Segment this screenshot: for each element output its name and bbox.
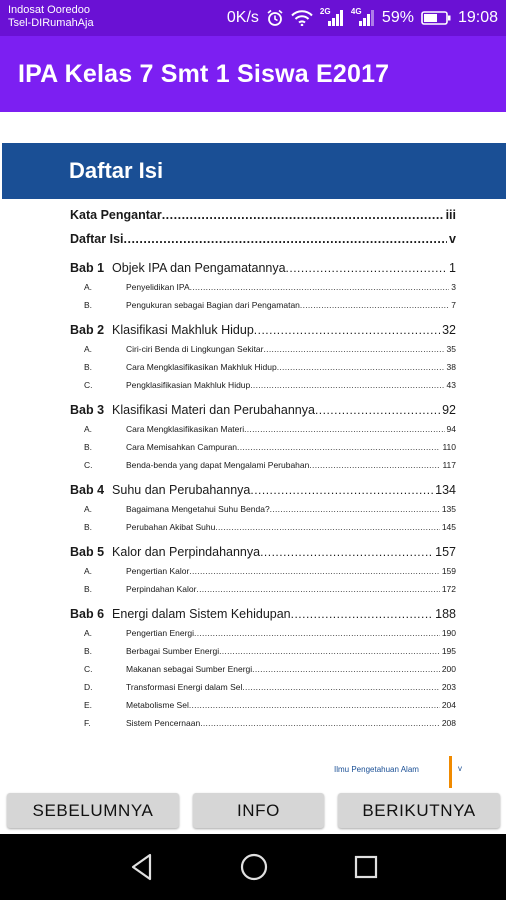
leader-dots [315, 403, 440, 417]
section-letter: B. [84, 442, 93, 452]
chapter-title: Klasifikasi Materi dan Perubahannya [112, 403, 315, 417]
leader-dots [254, 323, 440, 337]
chapter-page: 32 [442, 323, 456, 337]
section-title: Benda-benda yang dapat Mengalami Perubahan [126, 460, 310, 470]
section-title: Cara Mengklasifikasikan Makhluk Hidup [126, 362, 277, 372]
section-page: 145 [441, 522, 456, 532]
toc-chapter-row [70, 545, 456, 566]
section-page: 43 [446, 380, 456, 390]
leader-dots [264, 344, 445, 354]
chapter-page: 134 [435, 483, 456, 497]
chapter-number: Bab 5 [70, 545, 105, 559]
section-page: 159 [441, 566, 456, 576]
section-letter: B. [84, 300, 93, 310]
section-title: Pengklasifikasian Makhluk Hidup [126, 380, 251, 390]
leader-dots [200, 718, 440, 728]
chapter-page: 157 [435, 545, 456, 559]
chapter-title: Objek IPA dan Pengamatannya [112, 261, 286, 275]
leader-dots [250, 380, 444, 390]
app-bar [0, 36, 506, 112]
leader-dots [309, 460, 440, 470]
toc-heading: Daftar Isi [69, 158, 164, 183]
clock: 19:08 [457, 9, 498, 26]
net-speed: 0K/s [226, 9, 259, 26]
section-page: 94 [446, 424, 456, 434]
chapter-number: Bab 6 [70, 607, 105, 621]
carrier-line-2: Tsel-DIRumahAja [8, 17, 94, 29]
toc-chapter-row [70, 483, 456, 504]
chapter-title: Klasifikasi Makhluk Hidup [112, 323, 254, 337]
toc-section-row [70, 566, 456, 584]
toc-section-row [70, 646, 456, 664]
page-footer-number: v [458, 764, 462, 773]
section-title: Makanan sebagai Sumber Energi [126, 664, 253, 674]
section-title: Bagaimana Mengetahui Suhu Benda? [126, 504, 270, 514]
section-page: 204 [441, 700, 456, 710]
section-title: Perpindahan Kalor [126, 584, 197, 594]
previous-button[interactable]: SEBELUMNYA [7, 793, 179, 828]
section-title: Ciri-ciri Benda di Lingkungan Sekitar [126, 344, 264, 354]
leader-dots [162, 208, 444, 222]
leader-dots [277, 362, 445, 372]
section-page: 195 [441, 646, 456, 656]
signal-icon-2 [351, 9, 375, 27]
section-letter: D. [84, 682, 93, 692]
leader-dots [244, 424, 444, 434]
section-letter: C. [84, 664, 93, 674]
section-title: Metabolisme Sel [126, 700, 189, 710]
section-title: Cara Memisahkan Campuran [126, 442, 238, 452]
toc-list [70, 208, 456, 736]
section-letter: B. [84, 522, 93, 532]
section-letter: A. [84, 566, 93, 576]
section-page: 190 [441, 628, 456, 638]
toc-section-row [70, 504, 456, 522]
toc-section-row [70, 522, 456, 540]
leader-dots [286, 261, 448, 275]
chapter-number: Bab 3 [70, 403, 105, 417]
toc-section-row [70, 718, 456, 736]
toc-section-row [70, 628, 456, 646]
leader-dots [270, 504, 440, 514]
toc-front-page: iii [445, 208, 456, 222]
book-page[interactable] [0, 112, 506, 790]
toc-section-row [70, 362, 456, 380]
chapter-number: Bab 1 [70, 261, 105, 275]
leader-dots [237, 442, 440, 452]
chapter-page: 188 [435, 607, 456, 621]
toc-chapter-row [70, 323, 456, 344]
next-button[interactable]: BERIKUTNYA [338, 793, 500, 828]
section-page: 38 [446, 362, 456, 372]
chapter-number: Bab 2 [70, 323, 105, 337]
section-letter: A. [84, 344, 93, 354]
toc-section-row [70, 460, 456, 478]
toc-section-row [70, 300, 456, 318]
toc-section-row [70, 700, 456, 718]
section-page: 135 [441, 504, 456, 514]
page-footer-subject: Ilmu Pengetahuan Alam [334, 765, 419, 774]
section-letter: E. [84, 700, 93, 710]
section-page: 203 [441, 682, 456, 692]
toc-front-label: Daftar Isi [70, 232, 124, 246]
back-icon[interactable] [128, 852, 156, 887]
toc-section-row [70, 344, 456, 362]
section-letter: A. [84, 504, 93, 514]
toc-front-row [70, 232, 456, 256]
toc-section-row [70, 584, 456, 602]
info-button[interactable]: INFO [193, 793, 324, 828]
section-title: Sistem Pencernaan [126, 718, 201, 728]
toc-chapter-row [70, 607, 456, 628]
leader-dots [250, 483, 433, 497]
signal-2-label: 4G [350, 7, 362, 16]
section-page: 3 [451, 282, 456, 292]
section-letter: A. [84, 424, 93, 434]
status-bar [0, 0, 506, 36]
leader-dots [190, 282, 450, 292]
section-title: Perubahan Akibat Suhu [126, 522, 216, 532]
section-page: 200 [441, 664, 456, 674]
section-letter: F. [84, 718, 91, 728]
recents-icon[interactable] [353, 852, 379, 887]
section-page: 172 [441, 584, 456, 594]
page-footer-accent [449, 756, 452, 788]
home-icon[interactable] [239, 852, 269, 887]
carrier-line-1: Indosat Ooredoo [8, 4, 90, 16]
leader-dots [189, 566, 439, 576]
system-navigation-bar [0, 834, 506, 900]
chapter-page: 92 [442, 403, 456, 417]
section-title: Penyelidikan IPA [126, 282, 190, 292]
leader-dots [300, 300, 449, 310]
leader-dots [189, 700, 440, 710]
status-icons [227, 7, 498, 29]
section-page: 35 [446, 344, 456, 354]
section-letter: B. [84, 646, 93, 656]
battery-percent: 59% [381, 9, 414, 26]
chapter-title: Energi dalam Sistem Kehidupan [112, 607, 291, 621]
section-title: Cara Mengklasifikasikan Materi [126, 424, 245, 434]
toc-front-row [70, 208, 456, 232]
leader-dots [124, 232, 448, 246]
toc-header [2, 143, 506, 199]
toc-front-label: Kata Pengantar [70, 208, 162, 222]
section-page: 117 [442, 460, 456, 470]
app-title: IPA Kelas 7 Smt 1 Siswa E2017 [18, 60, 390, 88]
signal-1-label: 2G [319, 7, 331, 16]
toc-chapter-row [70, 261, 456, 282]
section-title: Pengertian Energi [126, 628, 195, 638]
leader-dots [194, 628, 440, 638]
section-title: Pengukuran sebagai Bagian dari Pengamatan [126, 300, 300, 310]
leader-dots [260, 545, 433, 559]
section-letter: A. [84, 628, 93, 638]
toc-chapter-row [70, 403, 456, 424]
toc-section-row [70, 664, 456, 682]
chapter-number: Bab 4 [70, 483, 105, 497]
section-page: 7 [451, 300, 456, 310]
section-page: 208 [441, 718, 456, 728]
toc-section-row [70, 682, 456, 700]
leader-dots [219, 646, 440, 656]
leader-dots [215, 522, 439, 532]
toc-section-row [70, 282, 456, 300]
section-letter: C. [84, 460, 93, 470]
section-letter: C. [84, 380, 93, 390]
chapter-title: Suhu dan Perubahannya [112, 483, 251, 497]
navigation-button-bar [0, 790, 506, 834]
leader-dots [196, 584, 439, 594]
section-letter: B. [84, 362, 93, 372]
section-title: Transformasi Energi dalam Sel [126, 682, 243, 692]
toc-front-page: v [449, 232, 456, 246]
section-page: 110 [442, 442, 456, 452]
toc-section-row [70, 380, 456, 398]
section-letter: A. [84, 282, 93, 292]
carrier-info [8, 4, 94, 30]
chapter-page: 1 [449, 261, 456, 275]
leader-dots [291, 607, 434, 621]
section-title: Pengertian Kalor [126, 566, 190, 576]
wifi-icon [291, 10, 313, 26]
alarm-icon [266, 9, 284, 27]
section-letter: B. [84, 584, 93, 594]
chapter-title: Kalor dan Perpindahannya [112, 545, 261, 559]
signal-icon [320, 9, 344, 27]
toc-section-row [70, 442, 456, 460]
leader-dots [242, 682, 439, 692]
toc-section-row [70, 424, 456, 442]
leader-dots [252, 664, 440, 674]
section-title: Berbagai Sumber Energi [126, 646, 220, 656]
battery-icon [421, 11, 451, 25]
